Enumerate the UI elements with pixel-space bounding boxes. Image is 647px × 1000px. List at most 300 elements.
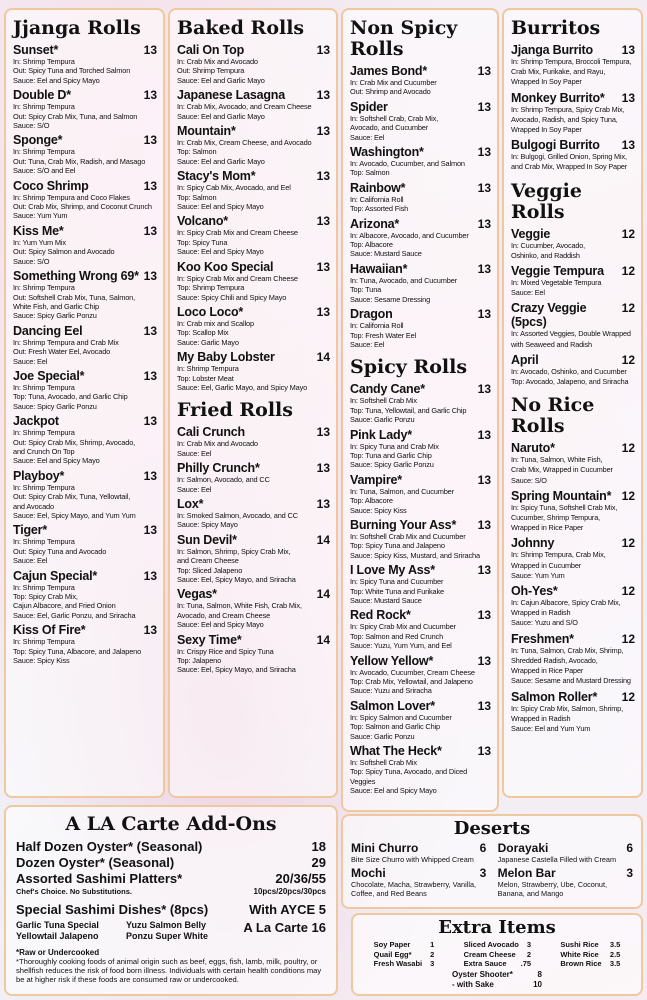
item-description: Sauce: Sesame Dressing xyxy=(350,294,431,304)
section-title-veggie-rolls: Veggie Rolls xyxy=(511,179,582,223)
dozen-oyster: Dozen Oyster* (Seasonal) 29 xyxy=(16,855,326,870)
dessert-price: 6 xyxy=(626,841,633,855)
item-description: Out: Crab Mix, Shrimp, and Coconut Crunch xyxy=(13,202,152,212)
item-price: 12 xyxy=(621,488,635,503)
item-name: Veggie xyxy=(511,226,551,241)
menu-item xyxy=(13,179,157,221)
item-description: Sauce: Eel and Garlic Mayo xyxy=(177,75,265,85)
item-description: Wrapped in Radish xyxy=(511,608,571,618)
item-price: 13 xyxy=(143,133,157,148)
item-description: In: Avocado, Oshinko, and Cucumber xyxy=(511,366,627,376)
item-description: In: Softshell Crab Mix and Cucumber xyxy=(350,531,466,541)
item-description: Sauce: Eel and Spicy Mayo xyxy=(177,247,264,257)
item-description: Sauce: Spicy Kiss xyxy=(13,656,70,666)
item-price: 13 xyxy=(143,468,157,483)
item-description: In: Shrimp Tempura xyxy=(13,482,75,492)
item-name: Sunset* xyxy=(13,43,59,57)
item-price: 13 xyxy=(477,653,491,668)
item-description: In: Tuna, Salmon, White Fish, Crab Mix, xyxy=(177,601,302,611)
item-name: Dragon xyxy=(350,307,393,322)
item-description: Top: Salmon xyxy=(177,192,217,202)
item-description: Sauce: S/O and Eel xyxy=(13,166,76,176)
item-price: 13 xyxy=(477,517,491,532)
dessert-name: Mochi xyxy=(351,866,386,880)
dessert-name: Mini Churro xyxy=(351,841,419,855)
menu-item xyxy=(177,88,330,121)
section-title-burritos: Burritos xyxy=(511,17,601,39)
extra-item: Brown Rice 3.5 xyxy=(560,959,621,969)
item-description: Sauce: Sesame and Mustard Dressing xyxy=(511,676,631,686)
menu-item xyxy=(350,64,491,97)
item-description: In: Shrimp Tempura xyxy=(13,582,75,592)
item-description: Top: Spicy Tuna and Jalapeno xyxy=(350,541,445,551)
menu-item xyxy=(511,43,635,88)
item-description: and Crunch On Top xyxy=(13,446,75,456)
item-description: In: Crab Mix and Avocado xyxy=(177,439,258,449)
item-description: Oshinko, and Raddish xyxy=(511,250,580,260)
menu-item xyxy=(350,654,491,696)
item-name: Spring Mountain* xyxy=(511,488,612,503)
item-description: Sauce: Eel and Spicy Mayo xyxy=(177,202,264,212)
item-description: Top: Tuna and Garlic Chip xyxy=(350,450,432,460)
item-description: In: Shrimp Tempura and Coco Flakes xyxy=(13,192,130,202)
item-description: In: Crab Mix and Cucumber xyxy=(350,78,437,87)
dessert-description: Chocolate, Macha, Strawberry, Vanilla, Coffee, and Red Beans xyxy=(351,880,477,898)
item-name: Washington* xyxy=(350,145,424,160)
item-name: Philly Crunch* xyxy=(177,461,260,476)
item-price: 13 xyxy=(316,461,330,476)
menu-item xyxy=(511,138,635,172)
menu-item xyxy=(13,523,157,565)
item-price: 13 xyxy=(477,64,491,78)
item-description: Sauce: Eel xyxy=(350,132,385,142)
item-price: 13 xyxy=(477,145,491,160)
menu-item xyxy=(511,584,635,629)
section-title-non-spicy-rolls: Non Spicy Rolls xyxy=(350,17,458,60)
item-description: In: Shrimp Tempura xyxy=(13,147,75,157)
item-price: 14 xyxy=(316,632,330,647)
item-name: Oh-Yes* xyxy=(511,584,558,599)
item-price: 13 xyxy=(143,43,157,57)
item-description: In: Shrimp Tempura and Crab Mix xyxy=(13,337,119,347)
item-description: Out: Spicy Crab Mix, Shrimp, Avocado, xyxy=(13,437,136,447)
menu-item xyxy=(350,744,491,796)
item-price: 13 xyxy=(477,99,491,114)
item-price: 13 xyxy=(477,608,491,623)
dessert-description: Japanese Castella Filled with Cream xyxy=(497,855,617,864)
item-description: Top: Salmon and Garlic Chip xyxy=(350,722,441,732)
menu-item xyxy=(350,100,491,142)
item-name: Burning Your Ass* xyxy=(350,517,457,532)
extra-item: Extra Sauce .75 xyxy=(463,959,532,969)
menu-item xyxy=(177,214,330,256)
item-price: 12 xyxy=(621,689,635,704)
desserts-left xyxy=(351,841,486,900)
item-description: Wrapped in Cucumber xyxy=(511,560,582,570)
item-description: In: Avocado, Cucumber, Cream Cheese xyxy=(350,667,475,677)
sashimi-platters: Assorted Sashimi Platters* 20/36/55 xyxy=(16,871,326,886)
item-description: In: California Roll xyxy=(350,321,404,331)
item-description: In: Cajun Albacore, Spicy Crab Mix, xyxy=(511,598,621,608)
item-price: 14 xyxy=(316,587,330,602)
item-name: Joe Special* xyxy=(13,368,85,383)
item-description: Out: Spicy Tuna and Avocado xyxy=(13,546,107,556)
item-name: My Baby Lobster xyxy=(177,350,275,365)
menu-item xyxy=(13,569,157,621)
item-name: What The Heck* xyxy=(350,744,442,759)
dessert-item xyxy=(498,841,633,855)
extra-item: Fresh Wasabi 3 xyxy=(373,959,435,969)
item-name: Naruto* xyxy=(511,441,555,456)
item-price: 13 xyxy=(621,138,635,153)
item-name: Lox* xyxy=(177,496,204,511)
menu-item xyxy=(350,181,491,214)
item-description: Sauce: Yuzu, Yum Yum, and Eel xyxy=(350,641,452,651)
item-description: and Cream Cheese xyxy=(177,556,239,566)
item-description: with Seaweed and Radish xyxy=(511,339,592,349)
item-description: In: Smoked Salmon, Avocado, and CC xyxy=(177,510,298,520)
item-description: Crab Mix, Furikake, and Rayu, xyxy=(511,67,606,77)
item-description: Top: Crab Mix, Yellowtail, and Jalapeno xyxy=(350,677,473,687)
item-price: 13 xyxy=(477,216,491,231)
item-description: Out: Tuna, Crab Mix, Radish, and Masago xyxy=(13,156,146,166)
item-description: Wrapped In Soy Paper xyxy=(511,77,582,87)
item-description: Sauce: Yuzu and S/O xyxy=(511,618,578,628)
item-price: 13 xyxy=(143,368,157,383)
item-description: Top: Tuna xyxy=(350,285,382,295)
half-dozen-oyster: Half Dozen Oyster* (Seasonal) 18 xyxy=(16,839,326,854)
item-description: Out: Shrimp Tempura xyxy=(177,66,245,76)
section-title-jjanga-rolls: Jjanga Rolls xyxy=(13,17,141,39)
item-price: 13 xyxy=(477,180,491,195)
item-description: Sauce: Eel xyxy=(177,484,212,494)
menu-item xyxy=(511,441,635,486)
menu-item xyxy=(13,369,157,411)
item-description: Top: Jalapeno xyxy=(177,656,222,666)
item-description: Top: Fresh Water Eel xyxy=(350,330,417,340)
item-description: In: Shrimp Tempura xyxy=(13,102,75,112)
item-description: In: Assorted Veggies, Double Wrapped xyxy=(511,329,631,339)
item-description: Top: Albacore xyxy=(350,240,393,250)
item-name: Vampire* xyxy=(350,472,402,487)
item-description: Sauce: Eel and Garlic Mayo xyxy=(177,111,265,121)
dessert-price: 3 xyxy=(479,866,487,880)
menu-item xyxy=(177,169,330,211)
item-price: 13 xyxy=(621,43,635,57)
item-name: Something Wrong 69* xyxy=(13,269,139,284)
item-description: Sauce: Eel, Garlic Ponzu, and Sriracha xyxy=(13,610,136,620)
dessert-item xyxy=(498,866,633,880)
item-description: Sauce: S/O xyxy=(13,121,50,131)
item-price: 13 xyxy=(316,304,330,319)
column-1 xyxy=(4,8,165,798)
item-name: Candy Cane* xyxy=(350,382,425,397)
item-description: In: Spicy Crab Mix, Salmon, Shrimp, xyxy=(511,703,623,713)
dessert-description: Melon, Strawberry, Ube, Coconut, Banana, and Mango xyxy=(497,880,608,898)
oyster-shooter: Oyster Shooter* 8 - with Sake 10 xyxy=(452,969,542,989)
item-description: Sauce: Eel and Yum Yum xyxy=(511,723,591,733)
menu-item xyxy=(13,224,157,266)
item-description: Top: Lobster Meat xyxy=(177,373,234,383)
item-description: Top: Spicy Tuna, Albacore, and Jalapeno xyxy=(13,646,142,656)
item-description: In: Crab Mix, Avocado, and Cream Cheese xyxy=(177,102,312,112)
item-description: In: Shrimp Tempura xyxy=(13,537,75,547)
menu-item xyxy=(350,428,491,470)
item-name: Pink Lady* xyxy=(350,427,412,442)
item-price: 12 xyxy=(621,352,635,367)
item-description: Avocado, Radish, and Spicy Tuna, xyxy=(511,114,618,124)
item-description: In: Yum Yum Mix xyxy=(13,237,66,247)
item-description: In: Spicy Cab Mix, Avocado, and Eel xyxy=(177,183,291,193)
item-description: Sauce: Spicy Chili and Spicy Mayo xyxy=(177,292,287,302)
item-price: 13 xyxy=(477,472,491,487)
item-description: Sauce: Eel, Spicy Mayo, and Sriracha xyxy=(177,665,296,675)
item-price: 12 xyxy=(621,264,635,279)
item-price: 13 xyxy=(477,382,491,397)
menu-item xyxy=(350,217,491,259)
extra-item: Cream Cheese 2 xyxy=(463,949,532,959)
item-description: In: Shrimp Tempura, Broccoli Tempura, xyxy=(511,57,632,66)
raw-warning: *Raw or Undercooked *Thoroughly cooking foods of animal origin such as beef, eggs, fish, lamb, milk, poultry, or shellfish reduces the risk of food born illness. Individuals with certain health conditions may be at higher risk if these foods are consumed raw or undercooked. xyxy=(16,948,322,984)
item-price: 13 xyxy=(143,414,157,429)
item-price: 13 xyxy=(477,261,491,276)
alacarte-title: A LA Carte Add-Ons xyxy=(65,813,277,835)
menu-item xyxy=(511,632,635,687)
menu-item xyxy=(177,305,330,347)
item-description: In: Shrimp Tempura xyxy=(13,57,75,66)
item-description: Sauce: S/O xyxy=(511,475,547,485)
item-name: Cali Crunch xyxy=(177,425,245,440)
item-description: Wrapped in Rice Paper xyxy=(511,666,584,676)
item-description: Sauce: Spicy Kiss xyxy=(350,505,407,515)
item-name: Arizona* xyxy=(350,216,400,231)
item-description: In: Spicy Tuna and Cucumber xyxy=(350,577,444,587)
item-price: 12 xyxy=(621,631,635,646)
item-description: Sauce: Spicy Garlic Ponzu xyxy=(13,311,97,321)
menu-item xyxy=(13,324,157,366)
dessert-price: 6 xyxy=(479,841,487,855)
desserts-title: Deserts xyxy=(453,818,531,839)
item-description: Top: Assorted Fish xyxy=(350,204,409,214)
item-description: Out: Fresh Water Eel, Avocado xyxy=(13,347,111,357)
dessert-item xyxy=(351,866,486,880)
menu-item xyxy=(13,623,157,665)
item-price: 13 xyxy=(477,744,491,759)
item-description: In: Albacore, Avocado, and Cucumber xyxy=(350,230,469,240)
menu-item xyxy=(13,414,157,466)
item-price: 13 xyxy=(316,496,330,511)
extras-title: Extra Items xyxy=(438,917,556,938)
item-description: Sauce: Spicy Kiss, Mustard, and Sriracha xyxy=(350,550,480,560)
desserts-right xyxy=(498,841,633,900)
item-description: In: Shrimp Tempura xyxy=(13,382,75,392)
item-description: In: Crispy Rice and Spicy Tuna xyxy=(177,646,274,656)
menu-item xyxy=(13,43,157,85)
item-price: 12 xyxy=(621,536,635,551)
item-price: 13 xyxy=(316,124,330,139)
item-description: Sauce: Eel and Garlic Mayo xyxy=(177,156,265,166)
item-description: Sauce: Garlic Mayo xyxy=(177,337,239,347)
item-description: Top: White Tuna and Furikake xyxy=(350,586,444,596)
item-description: Top: Salmon xyxy=(350,168,390,178)
special-alacarte-price: A La Carte 16 xyxy=(243,920,326,935)
item-description: Sauce: Garlic Ponzu xyxy=(350,731,415,741)
menu-item xyxy=(177,497,330,530)
item-name: Salmon Lover* xyxy=(350,698,435,713)
item-description: In: Spicy Salmon and Cucumber xyxy=(350,712,452,722)
item-name: Jjanga Burrito xyxy=(511,43,593,57)
item-name: Tiger* xyxy=(13,523,47,538)
item-price: 13 xyxy=(477,563,491,578)
item-price: 13 xyxy=(316,88,330,103)
item-description: Crab Mix, Wrapped in Cucumber xyxy=(511,465,613,475)
menu-item xyxy=(177,587,330,629)
item-description: In: Tuna, Salmon, Crab Mix, Shrimp, xyxy=(511,645,624,655)
item-description: Out: Spicy Crab Mix, Tuna, and Salmon xyxy=(13,111,138,121)
item-description: In: Spicy Tuna, Softshell Crab Mix, xyxy=(511,502,618,512)
item-name: I Love My Ass* xyxy=(350,563,435,578)
item-name: Veggie Tempura xyxy=(511,264,604,279)
item-price: 13 xyxy=(316,169,330,184)
item-description: Top: Tuna, Yellowtail, and Garlic Chip xyxy=(350,405,467,415)
item-description: In: Spicy Crab Mix and Cream Cheese xyxy=(177,273,298,283)
menu-item xyxy=(350,262,491,304)
item-name: Johnny xyxy=(511,536,555,551)
item-name: Stacy's Mom* xyxy=(177,169,256,184)
item-name: Hawaiian* xyxy=(350,261,408,276)
item-description: Sauce: Eel and Spicy Mayo xyxy=(13,75,100,85)
item-description: In: Shrimp Tempura xyxy=(177,364,239,374)
item-description: Wrapped in Rice Paper xyxy=(511,523,584,533)
item-price: 12 xyxy=(621,301,635,316)
item-price: 13 xyxy=(316,214,330,229)
menu-item xyxy=(511,690,635,735)
item-name: Sun Devil* xyxy=(177,532,237,547)
menu-item xyxy=(350,307,491,349)
menu-item xyxy=(177,350,330,392)
item-description: In: Softshell Crab Mix xyxy=(350,758,417,768)
extra-item: White Rice 2.5 xyxy=(560,949,621,959)
item-description: Sauce: Eel xyxy=(511,288,545,298)
item-name: Cali On Top xyxy=(177,43,245,57)
item-name: Double D* xyxy=(13,88,71,103)
item-description: Sauce: S/O xyxy=(13,256,50,266)
item-description: Top: Spicy Tuna xyxy=(177,237,228,247)
item-name: Coco Shrimp xyxy=(13,178,89,193)
item-description: Top: Albacore xyxy=(350,496,393,506)
menu-item xyxy=(350,473,491,515)
item-description: In: Bulgogi, Grilled Onion, Spring Mix, xyxy=(511,152,627,162)
item-name: Dancing Eel xyxy=(13,323,83,338)
item-name: James Bond* xyxy=(350,64,427,78)
item-description: and Avocado xyxy=(13,501,54,511)
item-description: Sauce: Eel, Spicy Mayo, and Sriracha xyxy=(177,575,296,584)
item-name: Jackpot xyxy=(13,414,59,429)
item-price: 13 xyxy=(477,698,491,713)
item-description: Top: Scallop Mix xyxy=(177,328,229,338)
menu-item xyxy=(350,563,491,605)
item-description: Sauce: Eel xyxy=(177,448,212,458)
item-description: Top: Salmon and Red Crunch xyxy=(350,631,444,641)
item-description: Top: Sliced Jalapeno xyxy=(177,565,243,575)
menu-item xyxy=(177,124,330,166)
item-description: In: Softshell Crab, Crab Mix, xyxy=(350,113,439,123)
menu-item xyxy=(511,301,635,349)
item-description: Out: Spicy Tuna and Torched Salmon xyxy=(13,66,131,76)
menu-item xyxy=(511,536,635,581)
item-price: 14 xyxy=(316,350,330,365)
item-name: Spider xyxy=(350,99,388,114)
menu-item xyxy=(177,633,330,675)
item-description: In: Tuna, Salmon, and Cucumber xyxy=(350,486,454,496)
extra-item: Sliced Avocado 3 xyxy=(463,940,532,949)
item-description: Sauce: Yum Yum xyxy=(511,570,565,580)
menu-item xyxy=(13,269,157,321)
item-description: Sauce: Eel and Spicy Mayo xyxy=(13,456,100,466)
extra-item: Quail Egg* 2 xyxy=(373,949,435,959)
item-name: Loco Loco* xyxy=(177,304,244,319)
item-name: Sponge* xyxy=(13,133,63,148)
item-name: Freshmen* xyxy=(511,631,574,646)
item-description: Sauce: Spicy Mayo xyxy=(177,520,238,530)
item-name: Sexy Time* xyxy=(177,632,242,647)
menu-item xyxy=(350,699,491,741)
item-description: Shredded Radish, Avocado, xyxy=(511,655,598,665)
item-description: In: Crab mix and Scallop xyxy=(177,318,254,328)
platters-note: Chef's Choice. No Substitutions. xyxy=(16,887,132,896)
menu-item xyxy=(177,461,330,494)
item-price: 13 xyxy=(143,178,157,193)
item-description: In: Spicy Crab Mix and Cucumber xyxy=(350,622,456,632)
item-price: 13 xyxy=(143,323,157,338)
section-title-no-rice-rolls: No Rice Rolls xyxy=(511,394,595,438)
item-description: Sauce: Yuzu and Sriracha xyxy=(350,686,432,696)
menu-item xyxy=(350,608,491,650)
item-description: Top: Spicy Crab Mix, xyxy=(13,592,78,602)
item-description: In: Mixed Vegetable Tempura xyxy=(511,278,602,288)
item-price: 13 xyxy=(143,88,157,103)
item-name: Playboy* xyxy=(13,468,65,483)
item-description: Top: Spicy Tuna, Avocado, and Diced Veggies xyxy=(350,767,468,786)
item-description: In: Salmon, Shrimp, Spicy Crab Mix, xyxy=(177,546,291,556)
extra-item: Soy Paper 1 xyxy=(373,940,435,949)
item-price: 14 xyxy=(316,532,330,547)
platters-pcs: 10pcs/20pcs/30pcs xyxy=(253,887,326,896)
item-description: Avocado, and Cream Cheese xyxy=(177,610,271,620)
item-price: 13 xyxy=(316,425,330,440)
item-price: 13 xyxy=(143,568,157,583)
item-description: Out: Shrimp and Avocado xyxy=(350,87,431,97)
menu-item xyxy=(177,260,330,302)
desserts-section xyxy=(341,814,643,909)
extra-item: Sushi Rice 3.5 xyxy=(560,940,621,949)
item-description: In: Spicy Tuna and Crab Mix xyxy=(350,441,439,451)
menu-item xyxy=(13,469,157,521)
item-description: Top: Shrimp Tempura xyxy=(177,283,245,293)
menu-item xyxy=(13,133,157,175)
menu-item xyxy=(350,518,491,560)
item-description: Wrapped In Soy Paper xyxy=(511,125,582,135)
section-title-spicy-rolls: Spicy Rolls xyxy=(350,356,468,379)
item-description: Out: Spicy Crab Mix, Tuna, Yellowtail, xyxy=(13,492,131,502)
item-description: Out: Softshell Crab Mix, Tuna, Salmon, xyxy=(13,292,136,302)
item-price: 13 xyxy=(316,259,330,274)
item-name: Bulgogi Burrito xyxy=(511,138,600,153)
item-name: Monkey Burrito* xyxy=(511,90,605,105)
menu-item xyxy=(511,227,635,261)
item-price: 12 xyxy=(621,584,635,599)
item-name: Japanese Lasagna xyxy=(177,88,285,103)
